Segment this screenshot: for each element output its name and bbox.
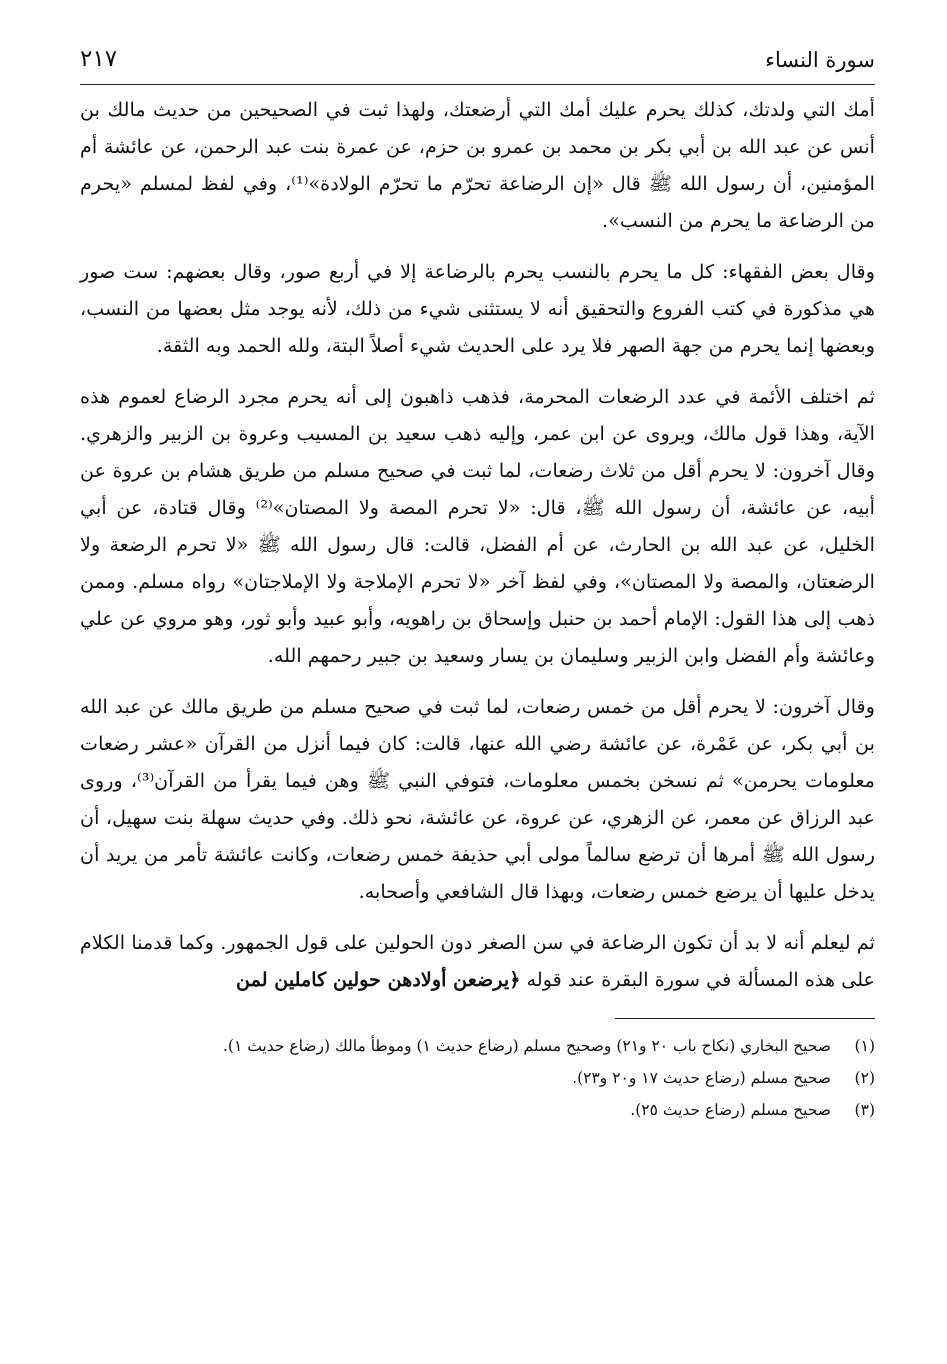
- page-header: [80, 40, 875, 85]
- surah-title: سورة النساء: [765, 48, 875, 72]
- footnote-separator: [615, 1018, 875, 1019]
- paragraph-4: وقال آخرون: لا يحرم أقل من خمس رضعات، لما ثبت في صحيح مسلم من طريق مالك عن عبد الله بن أبي بكر، عن عَمْرة، عن عائشة رضي الله عنها، قالت: كان فيما أنزل من القرآن «عشر رضعات معلومات يحرمن» ثم نسخن بخمس معلومات، فتوفي النبي ﷺ وهن فيما يقرأ من القرآن⁽³⁾، وروى عبد الرزاق عن معمر، عن الزهري، عن عروة، عن عائشة، نحو ذلك. وفي حديث سهلة بنت سهيل، أن رسول الله ﷺ أمرها أن ترضع سالماً مولى أبي حذيفة خمس رضعات، وكانت عائشة تأمر من يريد أن يدخل عليها أن يرضع خمس رضعات، وبهذا قال الشافعي وأصحابه.: [80, 695, 875, 903]
- footnote-number: (٣): [854, 1101, 875, 1119]
- footnotes: [80, 1031, 875, 1125]
- footnote-text: صحيح مسلم (رضاع حديث ١٧ و٢٠ و٢٣).: [572, 1069, 831, 1087]
- paragraph-2: وقال بعض الفقهاء: كل ما يحرم بالنسب يحرم بالرضاعة إلا في أربع صور، وقال بعضهم: ست صور هي مذكورة في كتب الفروع والتحقيق أنه لا يستثنى شيء من ذلك، لأنه يوجد مثل بعضها من النسب، وبعضها إنما يحرم من جهة الصهر فلا يرد على الحديث شيء أصلاً البتة، ولله الحمد وبه الثقة.: [80, 260, 875, 357]
- footnote-1: [80, 1031, 875, 1061]
- paragraph-3: ثم اختلف الأئمة في عدد الرضعات المحرمة، فذهب ذاهبون إلى أنه يحرم مجرد الرضاع لعموم هذه الآية، وهذا قول مالك، ويروى عن ابن عمر، وإليه ذهب سعيد بن المسيب وعروة بن الزبير والزهري. وقال آخرون: لا يحرم أقل من ثلاث رضعات، لما ثبت في صحيح مسلم من طريق هشام بن عروة عن أبيه، عن عائشة، أن رسول الله ﷺ، قال: «لا تحرم المصة ولا المصتان»⁽²⁾ وقال قتادة، عن أبي الخليل، عن عبد الله بن الحارث، عن أم الفضل، قالت: قال رسول الله ﷺ «لا تحرم الرضعة ولا الرضعتان، والمصة ولا المصتان»، وفي لفظ آخر «لا تحرم الإملاجة ولا الإملاجتان» رواه مسلم. وممن ذهب إلى هذا القول: الإمام أحمد بن حنبل وإسحاق بن راهويه، وأبو عبيد وأبو ثور، وهو مروي عن علي وعائشة وأم الفضل وابن الزبير وسليمان بن يسار وسعيد بن جبير رحمهم الله.: [80, 385, 875, 667]
- footnote-2: [80, 1063, 875, 1093]
- footnote-text: صحيح مسلم (رضاع حديث ٢٥).: [630, 1101, 831, 1119]
- paragraph-5-text: ثم ليعلم أنه لا بد أن تكون الرضاعة في سن الصغر دون الحولين على قول الجمهور. وكما قدمنا الكلام على هذه المسألة في سورة البقرة عند قوله: [80, 931, 875, 991]
- page-body: [80, 91, 875, 998]
- paragraph-1: أمك التي ولدتك، كذلك يحرم عليك أمك التي أرضعتك، ولهذا ثبت في الصحيحين من حديث مالك بن أنس عن عبد الله بن أبي بكر بن محمد بن عمرو بن حزم، عن عمرة بنت عبد الرحمن، عن عائشة أم المؤمنين، أن رسول الله ﷺ قال «إن الرضاعة تحرّم ما تحرّم الولادة»⁽¹⁾، وفي لفظ لمسلم «يحرم من الرضاعة ما يحرم من النسب».: [80, 98, 875, 232]
- page-number: ٢١٧: [80, 46, 118, 72]
- book-page: [80, 40, 875, 1340]
- quran-verse: ﴿يرضعن أولادهن حولين كاملين لمن: [236, 968, 521, 991]
- footnote-3: [80, 1095, 875, 1125]
- footnote-number: (٢): [854, 1069, 875, 1087]
- footnote-text: صحيح البخاري (نكاح باب ٢٠ و٢١) وصحيح مسلم (رضاع حديث ١) وموطأ مالك (رضاع حديث ١).: [222, 1037, 831, 1055]
- paragraph-5: [80, 924, 875, 998]
- footnote-number: (١): [854, 1037, 875, 1055]
